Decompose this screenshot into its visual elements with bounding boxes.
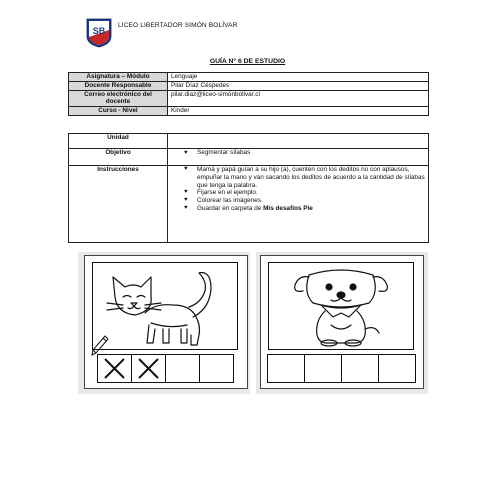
heart-bullet-icon: ♥	[184, 197, 188, 204]
syllable-box[interactable]	[267, 354, 304, 383]
x-mark-icon	[98, 355, 131, 382]
info-row-email	[69, 90, 429, 107]
guide-title: GUÍA N° 6 DE ESTUDIO	[209, 58, 286, 65]
task-value	[168, 149, 429, 166]
task-row-unit	[69, 134, 429, 149]
info-label: Curso - Nivel	[69, 107, 168, 116]
info-row-grade	[69, 107, 429, 116]
task-label: Instrucciones	[69, 166, 168, 243]
list-item: ♥ Colorear las imágenes.	[184, 197, 263, 205]
instructions-list	[184, 166, 425, 213]
picture-frame	[268, 262, 414, 350]
cat-drawing-icon	[93, 263, 237, 349]
logo-letters: SB	[92, 26, 106, 36]
syllable-box[interactable]	[97, 354, 131, 383]
info-row-subject	[69, 73, 429, 82]
heart-bullet-icon: ♥	[184, 166, 188, 172]
syllable-box[interactable]	[165, 354, 199, 383]
info-label: Docente Responsable	[69, 81, 168, 90]
task-value	[168, 166, 429, 243]
list-item: ♥ Mamá y papá guían a su hijo (a), cuenten con los deditos no con aplausos, empuñar la mano y van sacando los deditos de acuerdo a la cantidad de sílabas que tenga la palabra.	[184, 166, 425, 189]
heart-bullet-icon: ♥	[184, 150, 188, 156]
school-logo	[86, 18, 112, 48]
syllable-box[interactable]	[131, 354, 165, 383]
list-item: ♥ Guardar en carpeta de Mis desafíos Pie	[184, 204, 313, 212]
task-row-objective	[69, 149, 429, 166]
syllable-box[interactable]	[378, 354, 416, 383]
objective-text: Segmentar sílabas	[197, 149, 251, 156]
list-item: ♥ Fijarse en el ejemplo.	[184, 189, 258, 197]
x-mark-icon	[132, 355, 165, 382]
info-value: pilar.diaz@liceo-simónbolivar.cl	[168, 90, 429, 107]
task-label: Objetivo	[69, 149, 168, 166]
info-value: Pilar Díaz Céspedes	[168, 81, 429, 90]
info-row-teacher	[69, 81, 429, 90]
heart-bullet-icon: ♥	[184, 189, 188, 196]
info-label: Correo electrónico del docente	[69, 90, 168, 107]
task-table	[68, 133, 429, 243]
syllable-boxes	[97, 354, 234, 383]
task-label: Unidad	[69, 134, 168, 149]
school-name: LICEO LIBERTADOR SIMÓN BOLÍVAR	[118, 22, 238, 29]
syllable-box[interactable]	[341, 354, 378, 383]
syllable-boxes	[267, 354, 416, 383]
worksheet-card-cat	[84, 255, 248, 389]
task-value	[168, 134, 429, 149]
dog-drawing-icon	[269, 263, 413, 349]
task-row-instructions	[69, 166, 429, 243]
info-value: Kinder	[168, 107, 429, 116]
info-value: Lenguaje	[168, 73, 429, 82]
heart-bullet-icon: ♥	[184, 204, 188, 211]
info-label: Asignatura – Módulo	[69, 73, 168, 82]
worksheet-card-dog	[260, 255, 424, 389]
syllable-box[interactable]	[304, 354, 341, 383]
syllable-box[interactable]	[199, 354, 234, 383]
picture-frame	[92, 262, 238, 350]
info-table	[68, 72, 429, 116]
